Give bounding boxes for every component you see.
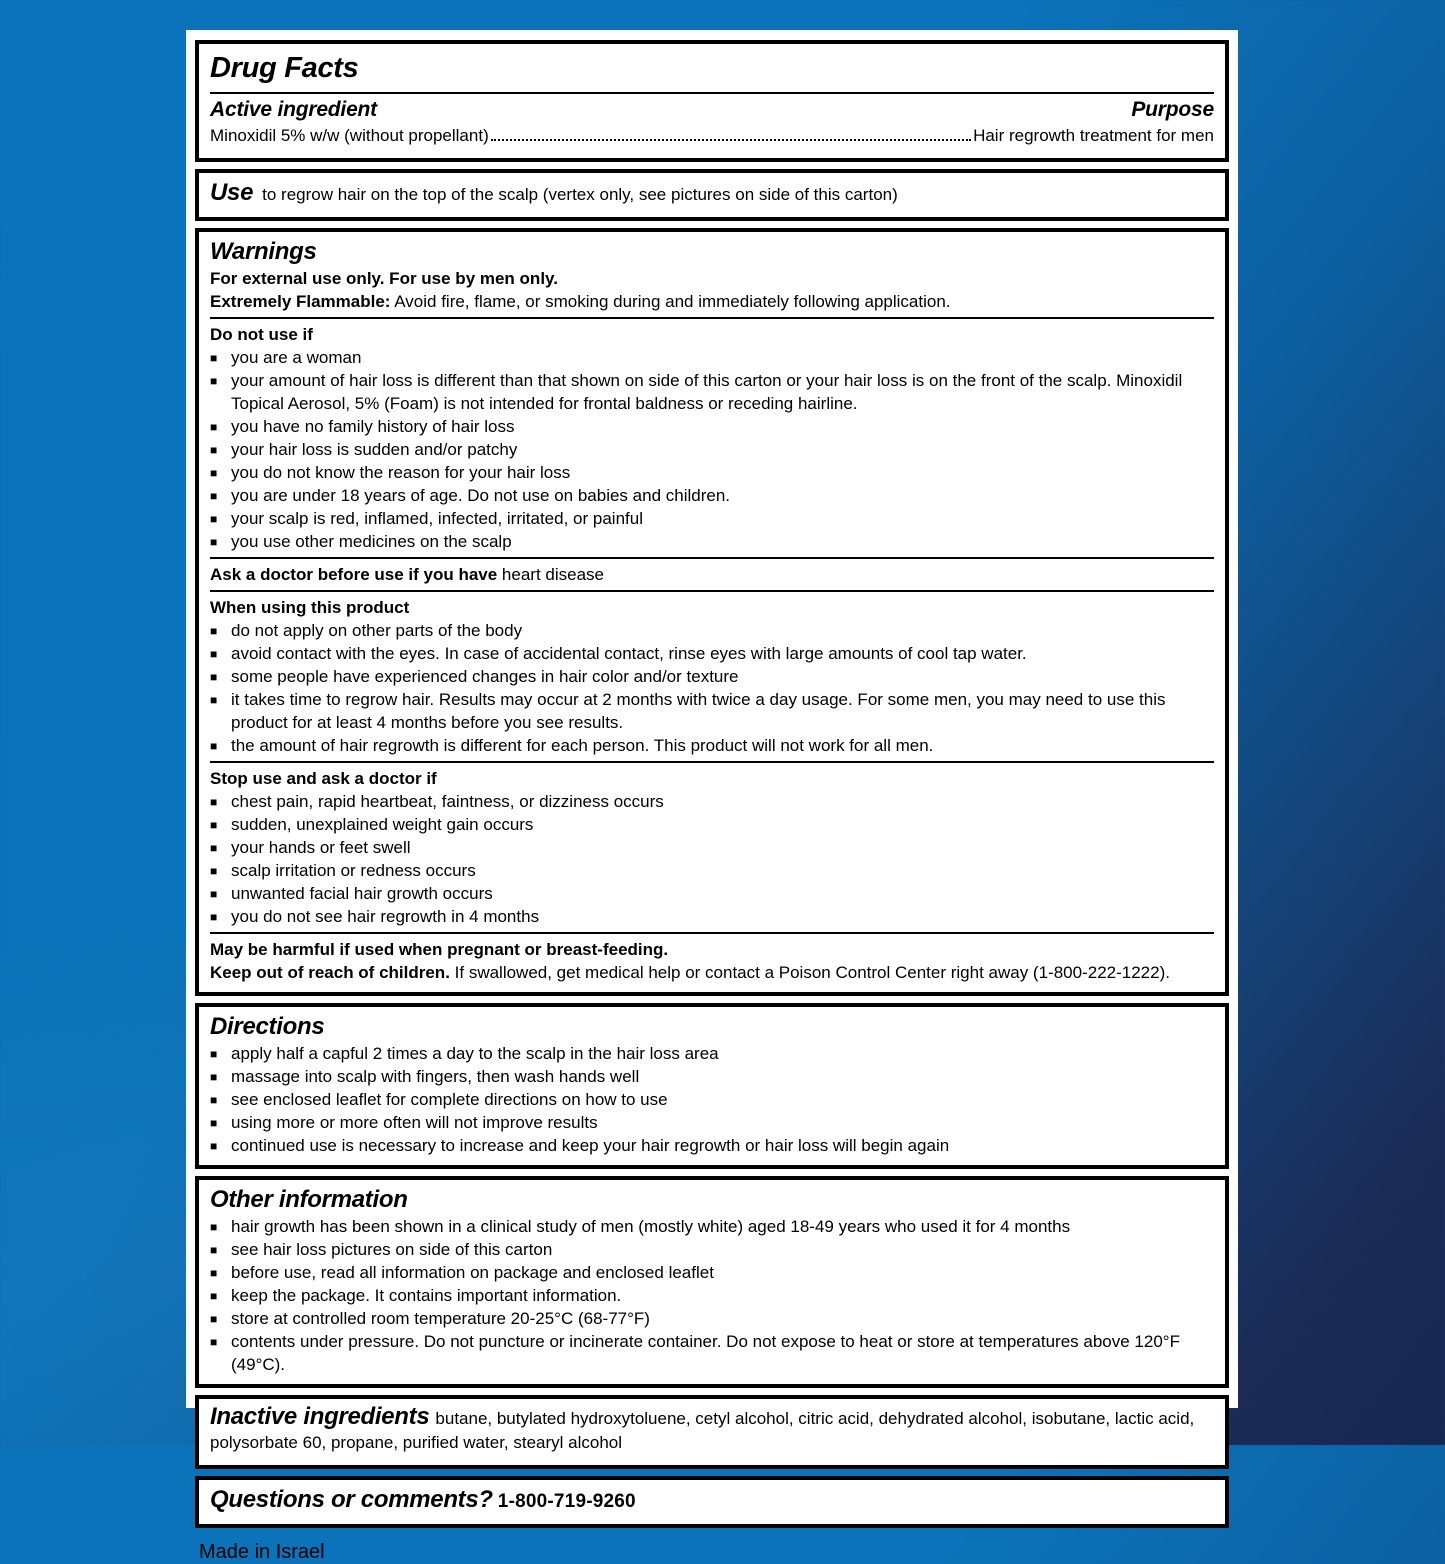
list-item: ■ do not apply on other parts of the body — [210, 619, 1214, 642]
active-ingredient-heading: Active ingredient — [210, 98, 377, 121]
keep-out-of-reach-statement — [210, 961, 1214, 984]
list-item: ■ some people have experienced changes in hair color and/or texture — [210, 665, 1214, 688]
list-item: ■ before use, read all information on package and enclosed leaflet — [210, 1261, 1214, 1284]
directions-box — [195, 1003, 1229, 1169]
list-item: ■ keep the package. It contains important information. — [210, 1284, 1214, 1307]
other-information-list — [210, 1215, 1214, 1376]
title-active-ingredient-box — [195, 40, 1229, 162]
warnings-box — [195, 228, 1229, 996]
list-item: ■ avoid contact with the eyes. In case of accidental contact, rinse eyes with large amounts of cool tap water. — [210, 642, 1214, 665]
flammable-label: Extremely Flammable: — [210, 292, 391, 311]
ask-doctor-label: Ask a doctor before use if you have — [210, 565, 498, 584]
list-item: ■ your scalp is red, inflamed, infected, irritated, or painful — [210, 507, 1214, 530]
other-information-box — [195, 1176, 1229, 1388]
flammable-text: Avoid fire, flame, or smoking during and immediately following application. — [390, 292, 951, 311]
do-not-use-list — [210, 346, 1214, 553]
list-item: ■ it takes time to regrow hair. Results may occur at 2 months with twice a day usage. For some men, you may need to use this product for at least 4 months before you see results. — [210, 688, 1214, 734]
keep-out-of-reach-label: Keep out of reach of children. — [210, 963, 450, 982]
list-item: ■ you are a woman — [210, 346, 1214, 369]
active-ingredient-row — [210, 125, 1214, 150]
list-item: ■ sudden, unexplained weight gain occurs — [210, 813, 1214, 836]
ask-doctor-text: heart disease — [497, 565, 604, 584]
list-item: ■ apply half a capful 2 times a day to the scalp in the hair loss area — [210, 1042, 1214, 1065]
purpose-heading: Purpose — [1131, 98, 1214, 121]
section-divider — [210, 761, 1214, 763]
directions-heading: Directions — [210, 1013, 325, 1040]
pregnant-warning: May be harmful if used when pregnant or breast-feeding. — [210, 940, 669, 959]
stop-use-heading: Stop use and ask a doctor if — [210, 769, 437, 788]
dot-leader — [491, 139, 971, 141]
list-item: ■ massage into scalp with fingers, then wash hands well — [210, 1065, 1214, 1088]
section-divider — [210, 557, 1214, 559]
list-item: ■ contents under pressure. Do not puncture or incinerate container. Do not expose to heat or store at temperatures above 120°F (49°C). — [210, 1330, 1214, 1376]
flammable-statement — [210, 290, 1214, 313]
section-divider — [210, 590, 1214, 592]
list-item: ■ your amount of hair loss is different than that shown on side of this carton or your hair loss is on the front of the scalp. Minoxidil Topical Aerosol, 5% (Foam) is not intended for frontal baldness or receding hairline. — [210, 369, 1214, 415]
inactive-ingredients-paragraph — [210, 1403, 1214, 1457]
list-item: ■ scalp irritation or redness occurs — [210, 859, 1214, 882]
made-in-statement: Made in Israel — [199, 1541, 325, 1563]
list-item: ■ continued use is necessary to increase and keep your hair regrowth or hair loss will begin again — [210, 1134, 1214, 1157]
when-using-heading: When using this product — [210, 598, 410, 617]
when-using-list — [210, 619, 1214, 757]
list-item: ■ your hair loss is sudden and/or patchy — [210, 438, 1214, 461]
list-item: ■ chest pain, rapid heartbeat, faintness, or dizziness occurs — [210, 790, 1214, 813]
list-item: ■ hair growth has been shown in a clinical study of men (mostly white) aged 18-49 years who used it for 4 months — [210, 1215, 1214, 1238]
use-heading: Use — [210, 179, 254, 206]
ask-doctor-statement — [210, 563, 1214, 586]
external-use-statement: For external use only. For use by men only. — [210, 269, 558, 288]
other-information-heading: Other information — [210, 1186, 408, 1213]
stop-use-list — [210, 790, 1214, 928]
active-ingredient-name: Minoxidil 5% w/w (without propellant) — [210, 126, 489, 145]
list-item: ■ you do not see hair regrowth in 4 months — [210, 905, 1214, 928]
purpose-value: Hair regrowth treatment for men — [973, 126, 1214, 145]
list-item: ■ you use other medicines on the scalp — [210, 530, 1214, 553]
list-item: ■ the amount of hair regrowth is different for each person. This product will not work for all men. — [210, 734, 1214, 757]
directions-list — [210, 1042, 1214, 1157]
use-text: to regrow hair on the top of the scalp (vertex only, see pictures on side of this carton) — [262, 185, 898, 204]
list-item: ■ you have no family history of hair loss — [210, 415, 1214, 438]
list-item: ■ see hair loss pictures on side of this carton — [210, 1238, 1214, 1261]
list-item: ■ you do not know the reason for your hair loss — [210, 461, 1214, 484]
warnings-heading: Warnings — [210, 238, 317, 265]
section-divider — [210, 932, 1214, 934]
section-divider — [210, 317, 1214, 319]
drug-facts-title: Drug Facts — [210, 52, 359, 84]
keep-out-of-reach-text: If swallowed, get medical help or contact a Poison Control Center right away (1-800-222-1222). — [449, 963, 1170, 982]
list-item: ■ you are under 18 years of age. Do not use on babies and children. — [210, 484, 1214, 507]
inactive-ingredients-text: butane, butylated hydroxytoluene, cetyl alcohol, citric acid, dehydrated alcohol, isobutane, lactic acid, polysorbate 60, propane, purified water, stearyl alcohol — [210, 1409, 1195, 1452]
questions-heading: Questions or comments? — [210, 1486, 493, 1513]
inactive-ingredients-heading: Inactive ingredients — [210, 1403, 430, 1430]
list-item: ■ store at controlled room temperature 20-25°C (68-77°F) — [210, 1307, 1214, 1330]
questions-phone-number: 1-800-719-9260 — [497, 1491, 636, 1512]
inactive-ingredients-box — [195, 1395, 1229, 1469]
list-item: ■ your hands or feet swell — [210, 836, 1214, 859]
drug-facts-label-panel — [186, 30, 1238, 1563]
list-item: ■ unwanted facial hair growth occurs — [210, 882, 1214, 905]
do-not-use-heading: Do not use if — [210, 325, 313, 344]
questions-box — [195, 1476, 1229, 1528]
list-item: ■ see enclosed leaflet for complete directions on how to use — [210, 1088, 1214, 1111]
list-item: ■ using more or more often will not improve results — [210, 1111, 1214, 1134]
use-box — [195, 169, 1229, 221]
